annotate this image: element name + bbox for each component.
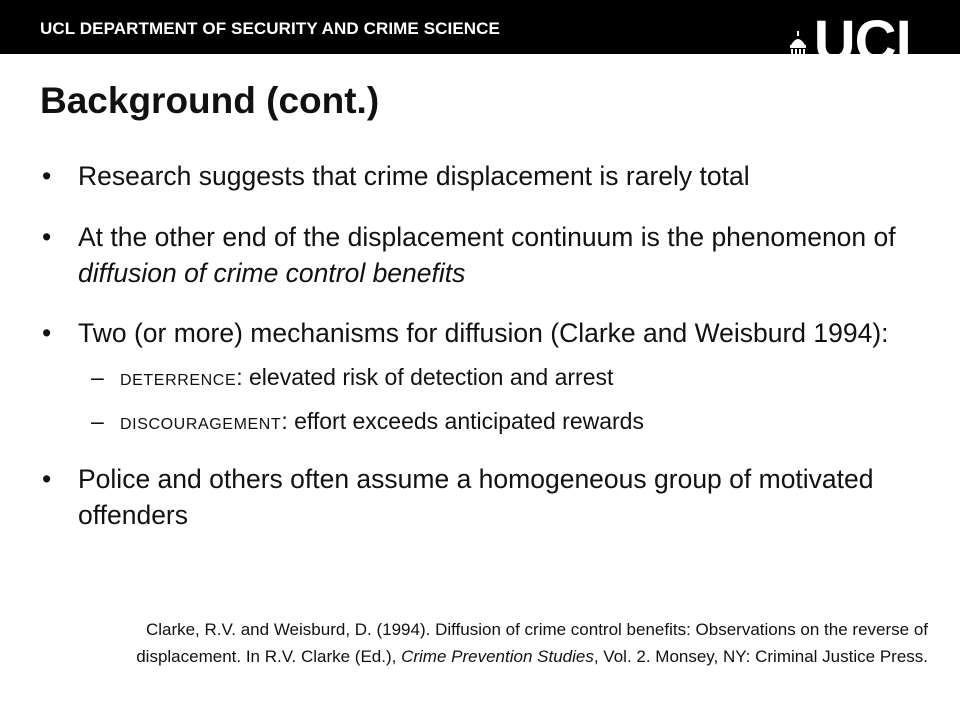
sub-bullet-separator: : [236, 364, 243, 390]
citation-book-title: Crime Prevention Studies [401, 647, 594, 666]
header-bar [0, 0, 960, 74]
dash-glyph: – [91, 364, 104, 390]
bullet-glyph: • [42, 222, 52, 252]
ucl-logo [786, 9, 930, 74]
sub-bullet-item [40, 401, 920, 445]
citation-text: Clarke, R.V. and Weisburd, D. (1994). Diffusion of crime control benefits: Observations on the reverse of displacement. In R.V. Clarke (Ed.), [136, 620, 928, 666]
bullet-glyph: • [42, 161, 52, 191]
bullet-item [40, 219, 920, 291]
citation [98, 616, 928, 670]
slide-title: Background (cont.) [40, 80, 380, 121]
sub-bullet-text: effort exceeds anticipated rewards [287, 408, 644, 434]
bullet-glyph: • [42, 318, 52, 348]
bullet-text: Two (or more) mechanisms for diffusion (Clarke and Weisburd 1994): [78, 318, 889, 348]
bullet-text: Research suggests that crime displacement is rarely total [78, 161, 750, 191]
bullet-item [40, 158, 920, 194]
bullet-list [40, 158, 920, 533]
bullet-glyph: • [42, 464, 52, 494]
sub-bullet-separator: : [281, 408, 288, 434]
bullet-item [40, 461, 920, 533]
bullet-emphasis: diffusion of crime control benefits [78, 258, 466, 288]
bullet-text: At the other end of the displacement continuum is the phenomenon of [78, 222, 896, 252]
dash-glyph: – [91, 408, 104, 434]
sub-bullet-text: elevated risk of detection and arrest [242, 364, 614, 390]
ucl-logo-text: UCL [813, 9, 930, 74]
department-title: UCL DEPARTMENT OF SECURITY AND CRIME SCIENCE [40, 19, 500, 38]
citation-text-end: , Vol. 2. Monsey, NY: Criminal Justice Press. [593, 647, 928, 666]
bullet-text: Police and others often assume a homogeneous group of motivated offenders [78, 464, 874, 530]
portico-dome-icon [786, 31, 810, 71]
sub-bullet-term: DISCOURAGEMENT [120, 416, 282, 433]
bullet-item [40, 315, 920, 351]
sub-bullet-item [40, 357, 920, 401]
sub-bullet-term: DETERRENCE [120, 372, 237, 389]
